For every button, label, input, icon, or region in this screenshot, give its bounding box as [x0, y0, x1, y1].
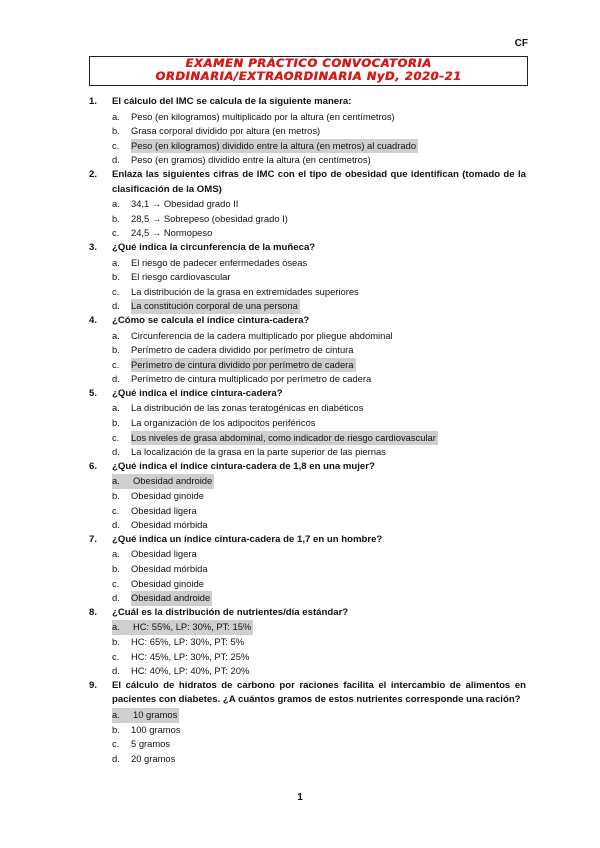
option-d-highlighted	[112, 299, 526, 314]
question-8	[89, 606, 526, 679]
option-letter: c.	[112, 504, 120, 516]
question-number: 2.	[89, 168, 98, 180]
option-letter: c.	[112, 431, 120, 443]
option-letter: c.	[112, 650, 120, 662]
option-d	[112, 518, 526, 533]
option-letter: a.	[112, 708, 133, 723]
option-text: Obesidad ligera	[131, 504, 197, 516]
option-d	[112, 153, 526, 168]
option-d	[112, 664, 526, 679]
question-text: ¿Qué indica la circunferencia de la muñeca?	[112, 241, 316, 253]
option-a	[112, 256, 526, 271]
option-c	[112, 737, 526, 752]
option-letter: c.	[112, 285, 120, 297]
question-text: ¿Qué indica el índice cintura-cadera de 1,8 en una mujer?	[112, 460, 375, 472]
option-d	[112, 372, 526, 387]
exam-title-line-1: EXAMEN PRÁCTICO CONVOCATORIA	[185, 56, 432, 70]
option-text: 34,1 → Obesidad grado II	[131, 198, 239, 210]
option-text: HC: 40%, LP: 40%, PT: 20%	[131, 665, 250, 677]
option-text: Peso (en gramos) dividido entre la altura (en centímetros)	[131, 154, 371, 166]
option-text: 100 gramos	[131, 723, 181, 735]
option-c	[112, 577, 526, 592]
option-text: El riesgo de padecer enfermedades óseas	[131, 256, 308, 268]
question-number: 3.	[89, 241, 98, 253]
question-4	[89, 314, 526, 387]
question-number: 4.	[89, 314, 98, 326]
question-text: El cálculo de hidratos de carbono por raciones facilita el intercambio de alimentos en pacientes con diabetes. ¿A cuántos gramos de estos nutrientes corresponde una ración?	[112, 679, 526, 706]
exam-title-box	[89, 56, 528, 86]
option-letter: d.	[112, 592, 120, 604]
option-b	[112, 635, 526, 650]
option-text: Grasa corporal dividido por altura (en metros)	[131, 125, 321, 137]
question-3	[89, 241, 526, 314]
option-text: Perímetro de cintura multiplicado por perímetro de cadera	[131, 373, 372, 385]
option-b	[112, 416, 526, 431]
option-text: 24,5 → Normopeso	[131, 227, 213, 239]
question-1	[89, 95, 526, 168]
question-7	[89, 533, 526, 606]
exam-title-line-2: ORDINARIA/EXTRAORDINARIA NyD, 2020-21	[155, 69, 462, 83]
option-text: La organización de los adipocitos periféricos	[131, 417, 316, 429]
option-letter: a.	[112, 474, 133, 489]
option-c	[112, 285, 526, 300]
question-text: ¿Cómo se calcula el índice cintura-cadera?	[112, 314, 310, 326]
question-9	[89, 679, 526, 767]
option-text-highlighted: Obesidad androide	[131, 591, 212, 606]
option-a-highlighted	[112, 620, 526, 635]
option-text: La distribución de la grasa en extremidades superiores	[131, 285, 359, 297]
option-letter: a.	[112, 198, 120, 210]
option-letter: c.	[112, 738, 120, 750]
option-letter: c.	[112, 227, 120, 239]
option-letter: c.	[112, 358, 120, 370]
option-text-highlighted: 10 gramos	[133, 708, 179, 723]
option-letter: d.	[112, 300, 120, 312]
option-letter: d.	[112, 373, 120, 385]
question-number: 7.	[89, 533, 98, 545]
option-letter: a.	[112, 256, 120, 268]
option-text: Circunferencia de la cadera multiplicado por pliegue abdominal	[131, 329, 393, 341]
option-text-highlighted: Obesidad androide	[133, 474, 214, 489]
question-2	[89, 168, 526, 241]
option-letter: b.	[112, 490, 120, 502]
option-text: La distribución de las zonas teratogénicas en diabéticos	[131, 402, 364, 414]
option-text: 28,5 → Sobrepeso (obesidad grado I)	[131, 212, 288, 224]
option-letter: b.	[112, 563, 120, 574]
option-letter: a.	[112, 620, 133, 635]
question-text: ¿Qué indica el índice cintura-cadera?	[112, 387, 283, 399]
page-number: 1	[297, 792, 303, 803]
question-number: 5.	[89, 387, 98, 399]
option-a	[112, 329, 526, 344]
option-text: Obesidad ginoide	[131, 577, 204, 589]
option-letter: b.	[112, 271, 120, 283]
option-c	[112, 226, 526, 241]
option-c-highlighted	[112, 358, 526, 373]
question-number: 8.	[89, 606, 98, 618]
option-letter: a.	[112, 402, 120, 414]
option-a-highlighted	[112, 474, 526, 489]
option-text-highlighted: HC: 55%, LP: 30%, PT: 15%	[133, 620, 253, 635]
question-text: Enlaza las siguientes cifras de IMC con el tipo de obesidad que identifican (tomado de la clasificación de la OMS)	[112, 168, 526, 195]
question-text: ¿Cuál es la distribución de nutrientes/día estándar?	[112, 606, 349, 618]
option-text: HC: 65%, LP: 30%, PT: 5%	[131, 635, 245, 647]
option-letter: a.	[112, 329, 120, 341]
option-letter: b.	[112, 125, 120, 137]
option-a	[112, 110, 526, 125]
option-text: Perímetro de cadera dividido por perímetro de cintura	[131, 344, 354, 356]
option-d	[112, 445, 526, 460]
option-a	[112, 401, 526, 416]
option-letter: b.	[112, 344, 120, 356]
option-c-highlighted	[112, 431, 526, 446]
option-a-highlighted	[112, 708, 526, 723]
option-b	[112, 489, 526, 504]
option-text: Obesidad ginoide	[131, 490, 204, 502]
question-text: ¿Qué indica un índice cintura-cadera de 1,7 en un hombre?	[112, 533, 383, 545]
option-b	[112, 270, 526, 285]
option-c-highlighted	[112, 139, 526, 154]
option-letter: b.	[112, 417, 120, 429]
question-6	[89, 460, 526, 533]
option-b	[112, 343, 526, 358]
option-letter: c.	[112, 139, 120, 151]
option-text: 20 gramos	[131, 752, 176, 764]
option-text: Peso (en kilogramos) multiplicado por la altura (en centímetros)	[131, 110, 395, 122]
option-letter: d.	[112, 752, 120, 764]
option-text: Obesidad ligera	[131, 548, 197, 560]
option-letter: b.	[112, 212, 120, 224]
option-letter: d.	[112, 519, 120, 531]
option-a	[112, 197, 526, 212]
option-b	[112, 723, 526, 738]
option-letter: d.	[112, 446, 120, 458]
option-letter: c.	[112, 577, 120, 589]
option-letter: a.	[112, 110, 120, 122]
question-5	[89, 387, 526, 460]
option-letter: b.	[112, 723, 120, 735]
option-b	[112, 562, 526, 577]
option-text: 5 gramos	[131, 738, 171, 750]
question-number: 9.	[89, 679, 98, 691]
question-text: El cálculo del IMC se calcula de la siguiente manera:	[112, 96, 352, 107]
option-text-highlighted: Perímetro de cintura dividido por perímetro de cadera	[131, 358, 356, 373]
option-b	[112, 212, 526, 227]
option-letter: d.	[112, 154, 120, 166]
option-text: El riesgo cardiovascular	[131, 271, 231, 283]
option-d-highlighted	[112, 591, 526, 606]
option-text-highlighted: Peso (en kilogramos) dividido entre la altura (en metros) al cuadrado	[131, 139, 418, 154]
question-number: 1.	[89, 96, 98, 107]
option-text: Obesidad mórbida	[131, 519, 208, 531]
option-text-highlighted: La constitución corporal de una persona	[131, 299, 300, 314]
option-a	[112, 547, 526, 562]
option-letter: d.	[112, 665, 120, 677]
option-text: HC: 45%, LP: 30%, PT: 25%	[131, 650, 250, 662]
option-letter: a.	[112, 548, 120, 560]
option-c	[112, 504, 526, 519]
option-text: Obesidad mórbida	[131, 563, 208, 574]
question-list	[89, 95, 526, 766]
corner-label: CF	[514, 38, 528, 49]
option-c	[112, 650, 526, 665]
option-text: La localización de la grasa en la parte superior de las piernas	[131, 446, 386, 458]
option-d	[112, 752, 526, 767]
option-text-highlighted: Los niveles de grasa abdominal, como indicador de riesgo cardiovascular	[131, 431, 438, 446]
question-number: 6.	[89, 460, 98, 472]
option-b	[112, 124, 526, 139]
option-letter: b.	[112, 635, 120, 647]
